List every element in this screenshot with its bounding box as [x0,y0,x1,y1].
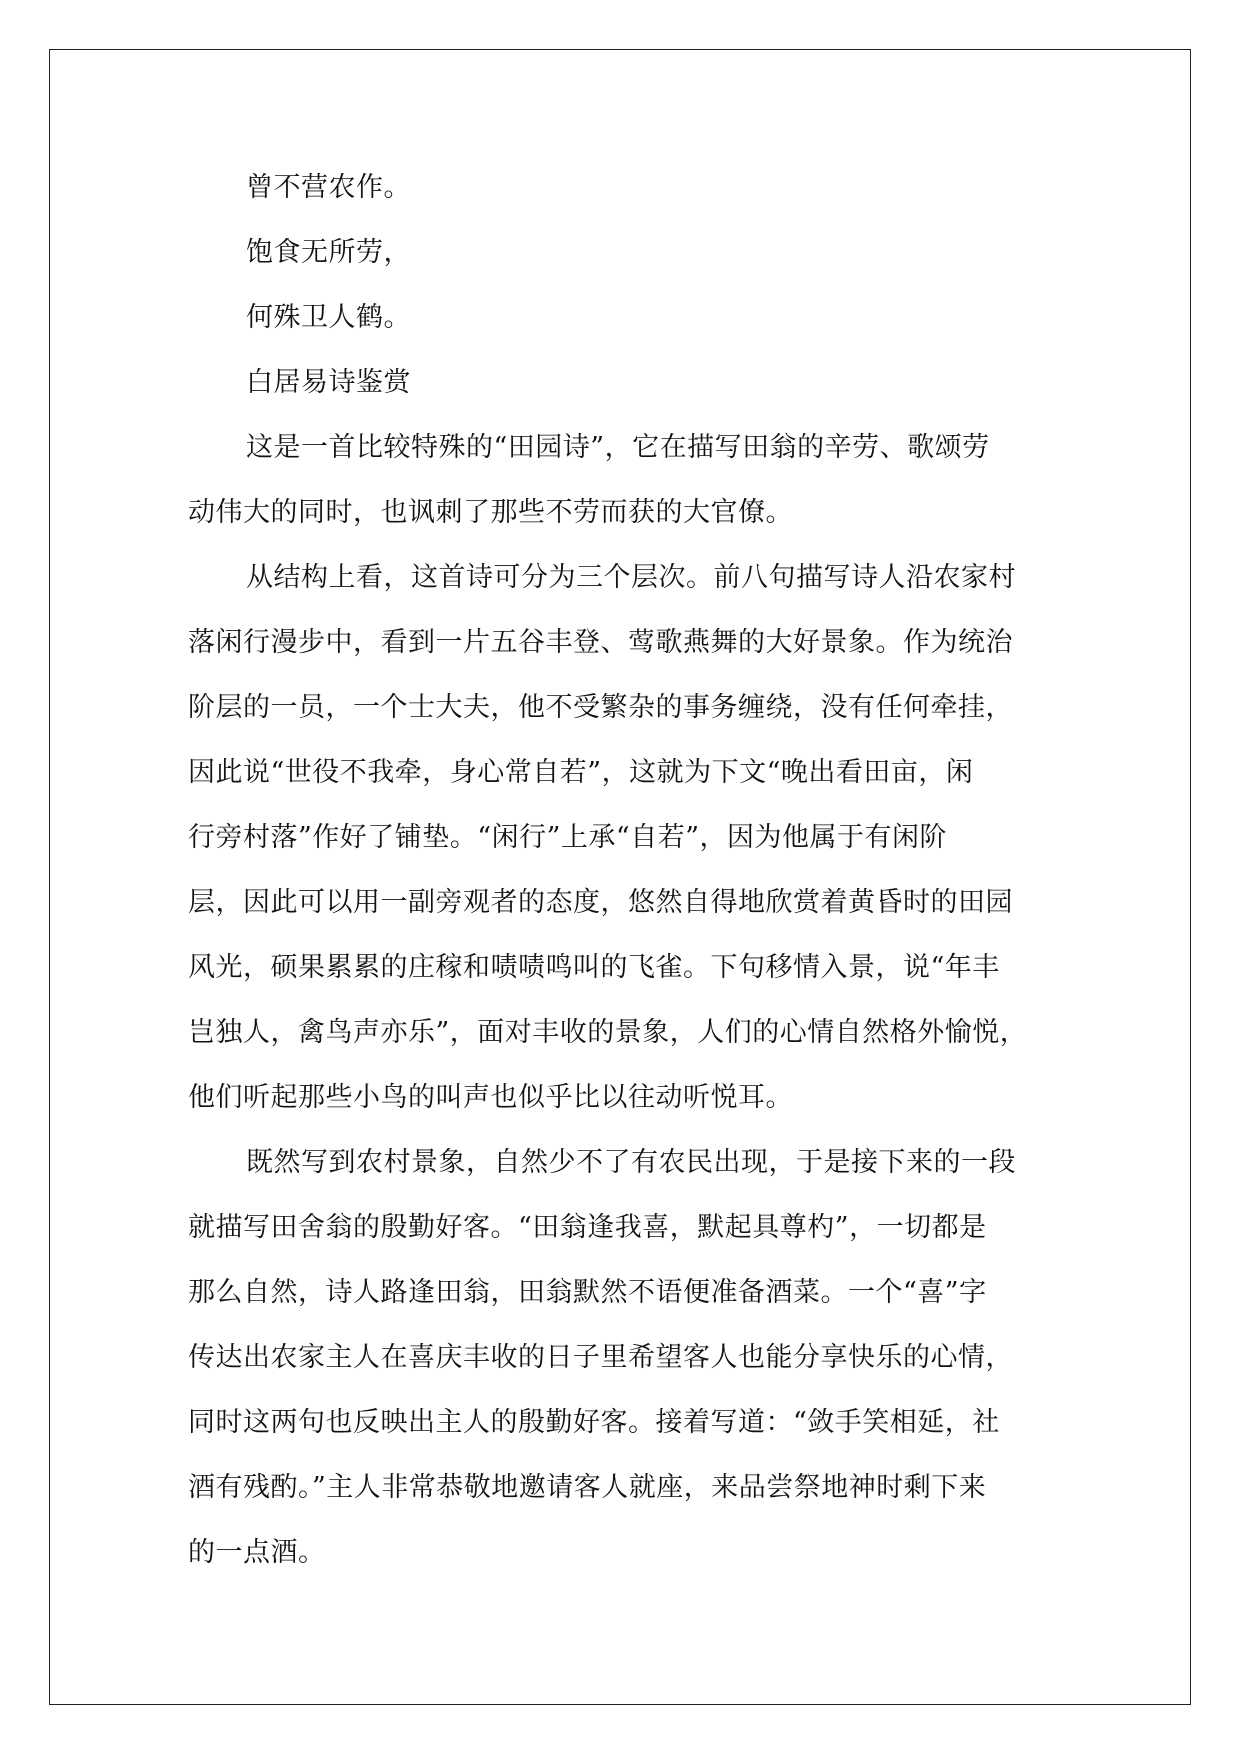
document-body [188,155,1052,1585]
text-line: 阶层的一员，一个士大夫，他不受繁杂的事务缠绕，没有任何牵挂， [188,692,1013,723]
paragraph-2 [188,545,1052,1130]
text-line: 从结构上看，这首诗可分为三个层次。前八句描写诗人沿农家村 [246,562,1016,593]
text-line: 风光，硕果累累的庄稼和啧啧鸣叫的飞雀。下句移情入景，说“年丰 [188,952,1000,983]
verse-line: 何殊卫人鹤。 [246,302,411,333]
text-line: 动伟大的同时，也讽刺了那些不劳而获的大官僚。 [188,497,793,528]
verse-line: 饱食无所劳， [246,237,411,268]
text-line: 传达出农家主人在喜庆丰收的日子里希望客人也能分享快乐的心情， [188,1342,1013,1373]
paragraph-1 [188,415,1052,545]
paragraph-3 [188,1130,1052,1585]
text-line: 这是一首比较特殊的“田园诗”，它在描写田翁的辛劳、歌颂劳 [246,432,990,463]
text-line: 酒有残酌。”主人非常恭敬地邀请客人就座，来品尝祭地神时剩下来 [188,1472,987,1503]
text-line: 既然写到农村景象，自然少不了有农民出现，于是接下来的一段 [246,1147,1016,1178]
text-line: 行旁村落”作好了铺垫。“闲行”上承“自若”，因为他属于有闲阶 [188,822,948,853]
section-heading: 白居易诗鉴赏 [246,367,411,398]
text-line: 就描写田舍翁的殷勤好客。“田翁逢我喜，默起具尊杓”，一切都是 [188,1212,987,1243]
text-line: 的一点酒。 [188,1537,326,1568]
text-line: 岂独人，禽鸟声亦乐”，面对丰收的景象，人们的心情自然格外愉悦， [188,1017,1028,1048]
text-line: 同时这两句也反映出主人的殷勤好客。接着写道：“敛手笑相延，社 [188,1407,1000,1438]
verse-line: 曾不营农作。 [246,172,411,203]
text-line: 那么自然，诗人路逢田翁，田翁默然不语便准备酒菜。一个“喜”字 [188,1277,987,1308]
text-line: 因此说“世役不我牵，身心常自若”，这就为下文“晚出看田亩，闲 [188,757,974,788]
text-line: 他们听起那些小鸟的叫声也似乎比以往动听悦耳。 [188,1082,793,1113]
text-line: 落闲行漫步中，看到一片五谷丰登、莺歌燕舞的大好景象。作为统治 [188,627,1013,658]
text-line: 层，因此可以用一副旁观者的态度，悠然自得地欣赏着黄昏时的田园 [188,887,1013,918]
